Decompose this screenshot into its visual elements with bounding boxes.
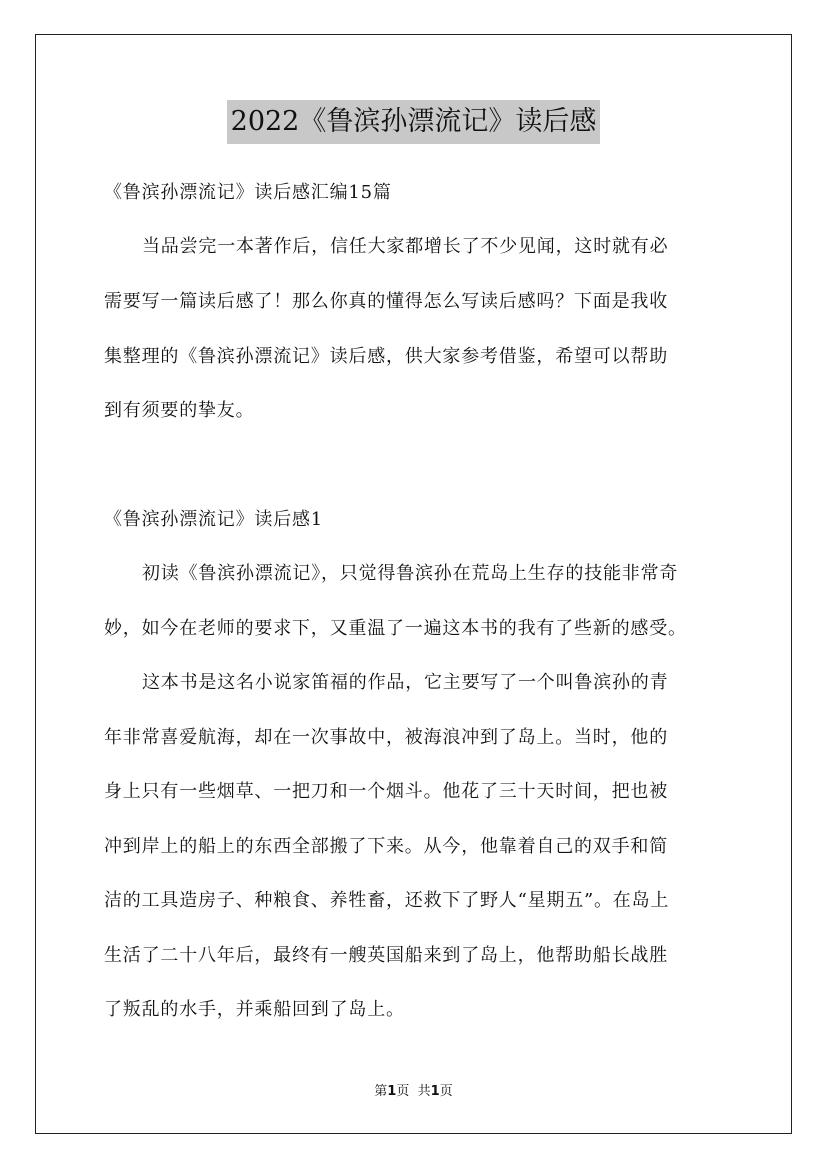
document-title: 2022《鲁滨孙漂流记》读后感	[227, 100, 601, 144]
para2-line-1: 这本书是这名小说家笛福的作品，它主要写了一个叫鲁滨孙的青	[142, 672, 669, 693]
para2-line-3: 身上只有一些烟草、一把刀和一个烟斗。他花了三十天时间，把也被	[104, 781, 668, 802]
para2-line-2: 年非常喜爱航海，却在一次事故中，被海浪冲到了岛上。当时，他的	[104, 727, 668, 748]
intro-line-3: 集整理的《鲁滨孙漂流记》读后感，供大家参考借鉴，希望可以帮助	[104, 346, 668, 367]
para2-line-5: 洁的工具造房子、种粮食、养牲畜，还救下了野人“星期五”。在岛上	[104, 890, 670, 911]
title-container	[0, 100, 827, 144]
para1-line-2: 妙，如今在老师的要求下，又重温了一遍这本书的我有了些新的感受。	[104, 618, 687, 639]
footer-page-prefix: 第	[374, 1084, 388, 1099]
footer-page-number: 1	[387, 1084, 397, 1099]
para1-line-1: 初读《鲁滨孙漂流记》，只觉得鲁滨孙在荒岛上生存的技能非常奇	[142, 563, 679, 584]
footer-total-prefix: 共	[417, 1084, 431, 1099]
intro-line-2: 需要写一篇读后感了！那么你真的懂得怎么写读后感吗？下面是我收	[104, 291, 668, 312]
para2-line-7: 了叛乱的水手，并乘船回到了岛上。	[104, 999, 405, 1020]
para2-line-4: 冲到岸上的船上的东西全部搬了下来。从今，他靠着自己的双手和简	[104, 836, 668, 857]
intro-line-1: 当品尝完一本著作后，信任大家都增长了不少见闻，这时就有必	[142, 236, 669, 257]
document-subtitle: 《鲁滨孙漂流记》读后感汇编15篇	[104, 182, 392, 203]
intro-line-4: 到有须要的挚友。	[104, 400, 255, 421]
section-heading: 《鲁滨孙漂流记》读后感1	[104, 509, 324, 530]
para2-line-6: 生活了二十八年后，最终有一艘英国船来到了岛上，他帮助船长战胜	[104, 945, 668, 966]
footer-page-suffix: 页	[396, 1084, 410, 1099]
page-footer	[0, 1082, 827, 1102]
footer-total-suffix: 页	[439, 1084, 453, 1099]
footer-total-number: 1	[430, 1084, 440, 1099]
